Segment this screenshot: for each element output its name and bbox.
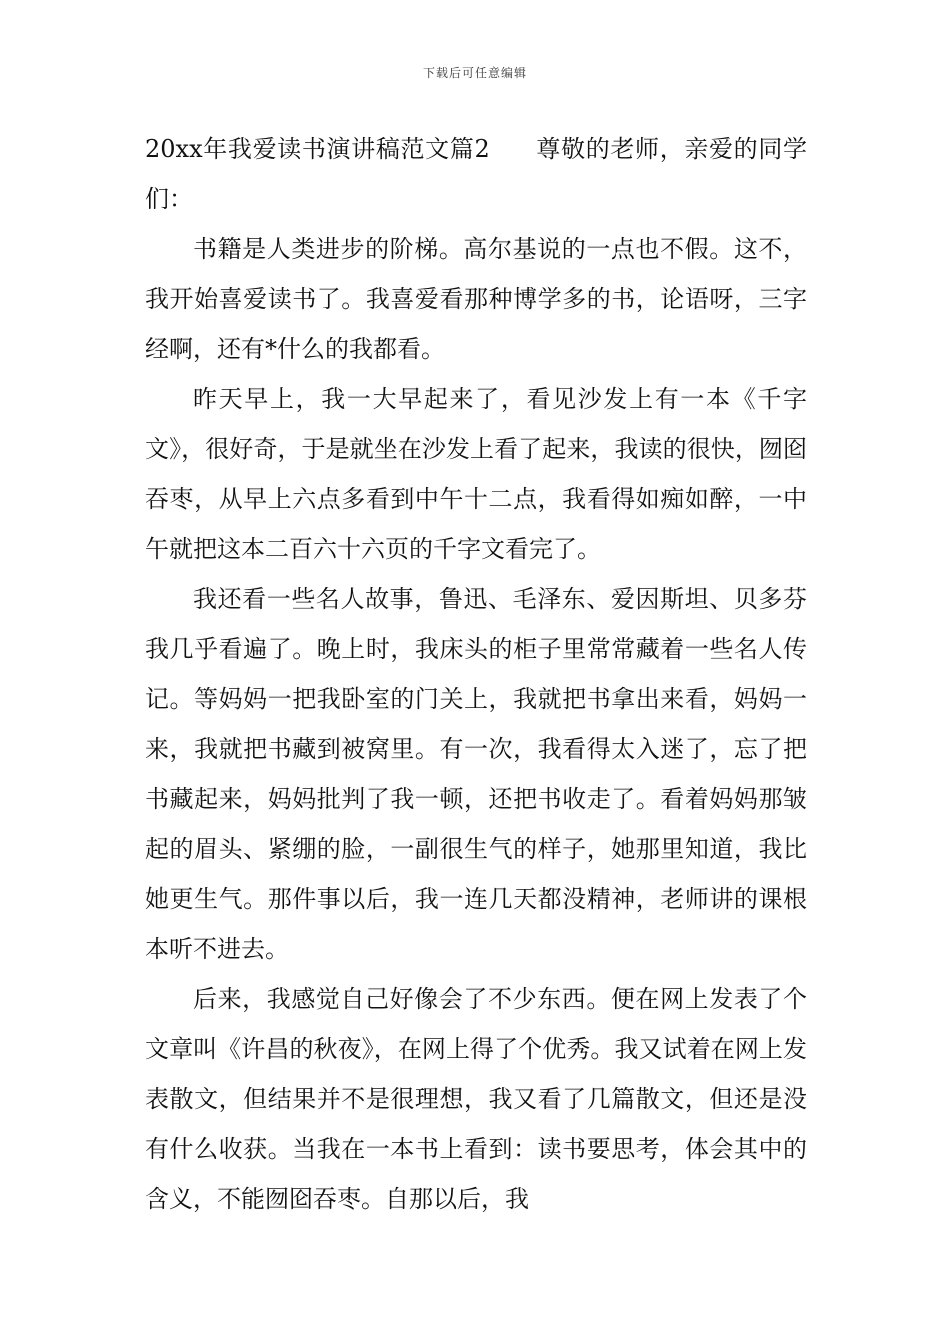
header-note: 下载后可任意编辑 (422, 66, 527, 80)
document-title: 20xx年我爱读书演讲稿范文篇2 (145, 135, 490, 163)
title-line (145, 124, 807, 224)
document-body (145, 124, 807, 1224)
paragraph-2: 昨天早上，我一大早起来了，看见沙发上有一本《千字文》，很好奇，于是就坐在沙发上看了起来，我读的很快，囫囵吞枣，从早上六点多看到中午十二点，我看得如痴如醉，一中午就把这本二百六十六页的千字文看完了。 (145, 385, 807, 563)
paragraph-4: 后来，我感觉自己好像会了不少东西。便在网上发表了个文章叫《许昌的秋夜》，在网上得了个优秀。我又试着在网上发表散文，但结果并不是很理想，我又看了几篇散文，但还是没有什么收获。当我在一本书上看到：读书要思考，体会其中的含义，不能囫囵吞枣。自那以后，我 (145, 985, 807, 1213)
paragraph-3: 我还看一些名人故事，鲁迅、毛泽东、爱因斯坦、贝多芬我几乎看遍了。晚上时，我床头的柜子里常常藏着一些名人传记。等妈妈一把我卧室的门关上，我就把书拿出来看，妈妈一来，我就把书藏到被窝里。有一次，我看得太入迷了，忘了把书藏起来，妈妈批判了我一顿，还把书收走了。看着妈妈那皱起的眉头、紧绷的脸，一副很生气的样子，她那里知道，我比她更生气。那件事以后，我一连几天都没精神，老师讲的课根本听不进去。 (145, 585, 807, 963)
paragraph-1: 书籍是人类进步的阶梯。高尔基说的一点也不假。这不，我开始喜爱读书了。我喜爱看那种博学多的书，论语呀，三字经啊，还有*什么的我都看。 (145, 235, 807, 363)
greeting: 尊敬的老师，亲爱的同学们： (145, 135, 807, 213)
